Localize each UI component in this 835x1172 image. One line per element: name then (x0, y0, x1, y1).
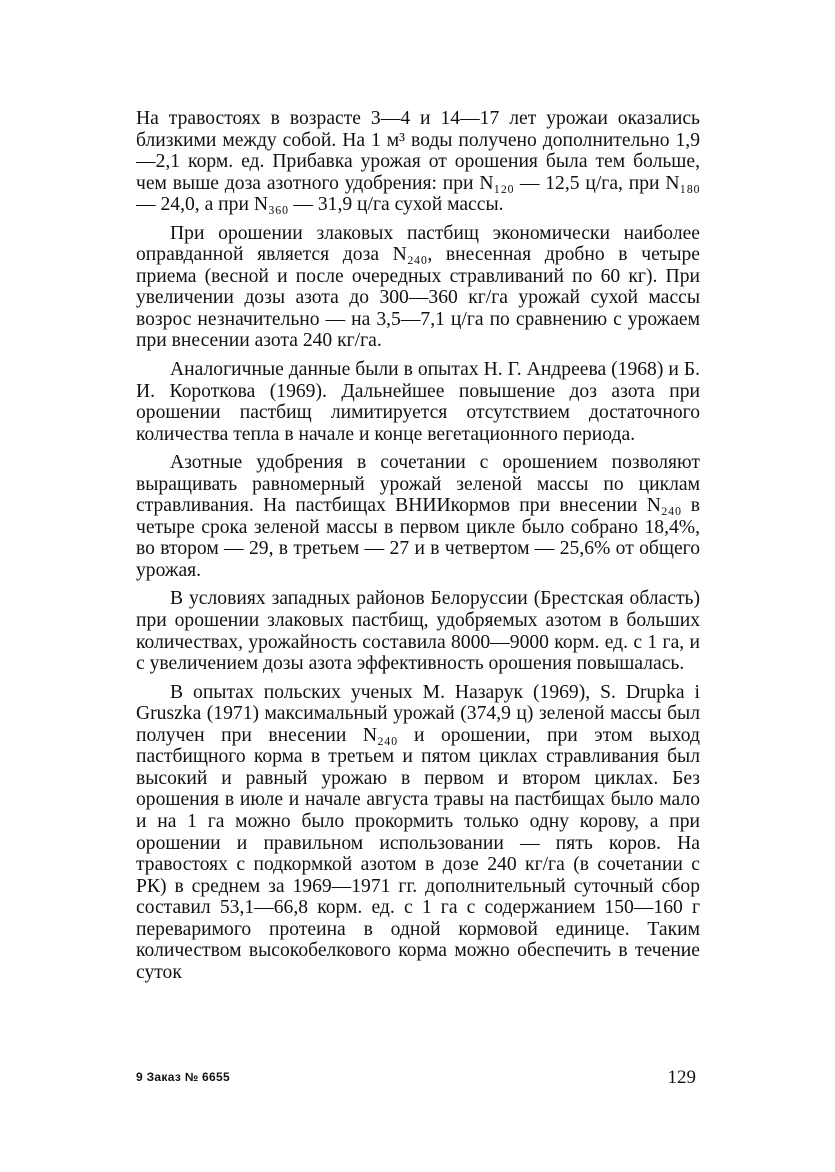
page-footer (136, 1067, 696, 1089)
paragraph-polish-experiments: В опытах польских ученых М. Назарук (1969), S. Drupka i Gruszka (1971) максимальный урожай (374,9 ц) зеленой массы был получен при внесении N₂₄₀ и орошении, при этом выход пастбищного корма в третьем и пятом циклах стравливания был высокий и равный урожаю в первом и втором циклах. Без орошения в июле и начале августа травы на пастбищах было мало и на 1 га можно было прокормить только одну корову, а при орошении и правильном использовании — пять коров. На травостоях с подкормкой азотом в дозе 240 кг/га (в сочетании с РК) в среднем за 1969—1971 гг. дополнительный суточный сбор составил 53,1—66,8 корм. ед. с 1 га с содержанием 150—160 г переваримого протеина в одной кормовой единице. Таким количеством высокобелкового корма можно обеспечить в течение суток (136, 681, 700, 983)
paragraph-similar-data: Аналогичные данные были в опытах Н. Г. Андреева (1968) и Б. И. Короткова (1969). Дальнейшее повышение доз азота при орошении пастбищ лимитируется отсутствием достаточного количества тепла в начале и конце вегетационного периода. (136, 359, 700, 445)
paragraph-yield-by-age: На травостоях в возрасте 3—4 и 14—17 лет урожаи оказались близкими между собой. На 1 м³ воды получено дополнительно 1,9—2,1 корм. ед. Прибавка урожая от орошения была тем больше, чем выше доза азотного удобрения: при N₁₂₀ — 12,5 ц/га, при N₁₈₀ — 24,0, а при N₃₆₀ — 31,9 ц/га сухой массы. (136, 108, 700, 216)
page-number: 129 (667, 1067, 696, 1088)
paragraph-belarus: В условиях западных районов Белоруссии (Брестская область) при орошении злаковых пастбищ, удобряемых азотом в больших количествах, урожайность составила 8000—9000 корм. ед. с 1 га, и с увеличением дозы азота эффективность орошения повышалась. (136, 588, 700, 675)
page-body (136, 108, 700, 983)
order-number: 9 Заказ № 6655 (136, 1070, 230, 1084)
paragraph-nitrogen-dose: При орошении злаковых пастбищ экономически наиболее оправданной является доза N₂₄₀, внесенная дробно в четыре приема (весной и после очередных стравливаний по 60 кг). При увеличении дозы азота до 300—360 кг/га урожай сухой массы возрос незначительно — на 3,5—7,1 ц/га по сравнению с урожаем при внесении азота 240 кг/га. (136, 222, 700, 352)
paragraph-grazing-cycles: Азотные удобрения в сочетании с орошением позволяют выращивать равномерный урожай зеленой массы по циклам стравливания. На пастбищах ВНИИкормов при внесении N₂₄₀ в четыре срока зеленой массы в первом цикле было собрано 18,4%, во втором — 29, в третьем — 27 и в четвертом — 25,6% от общего урожая. (136, 452, 700, 581)
